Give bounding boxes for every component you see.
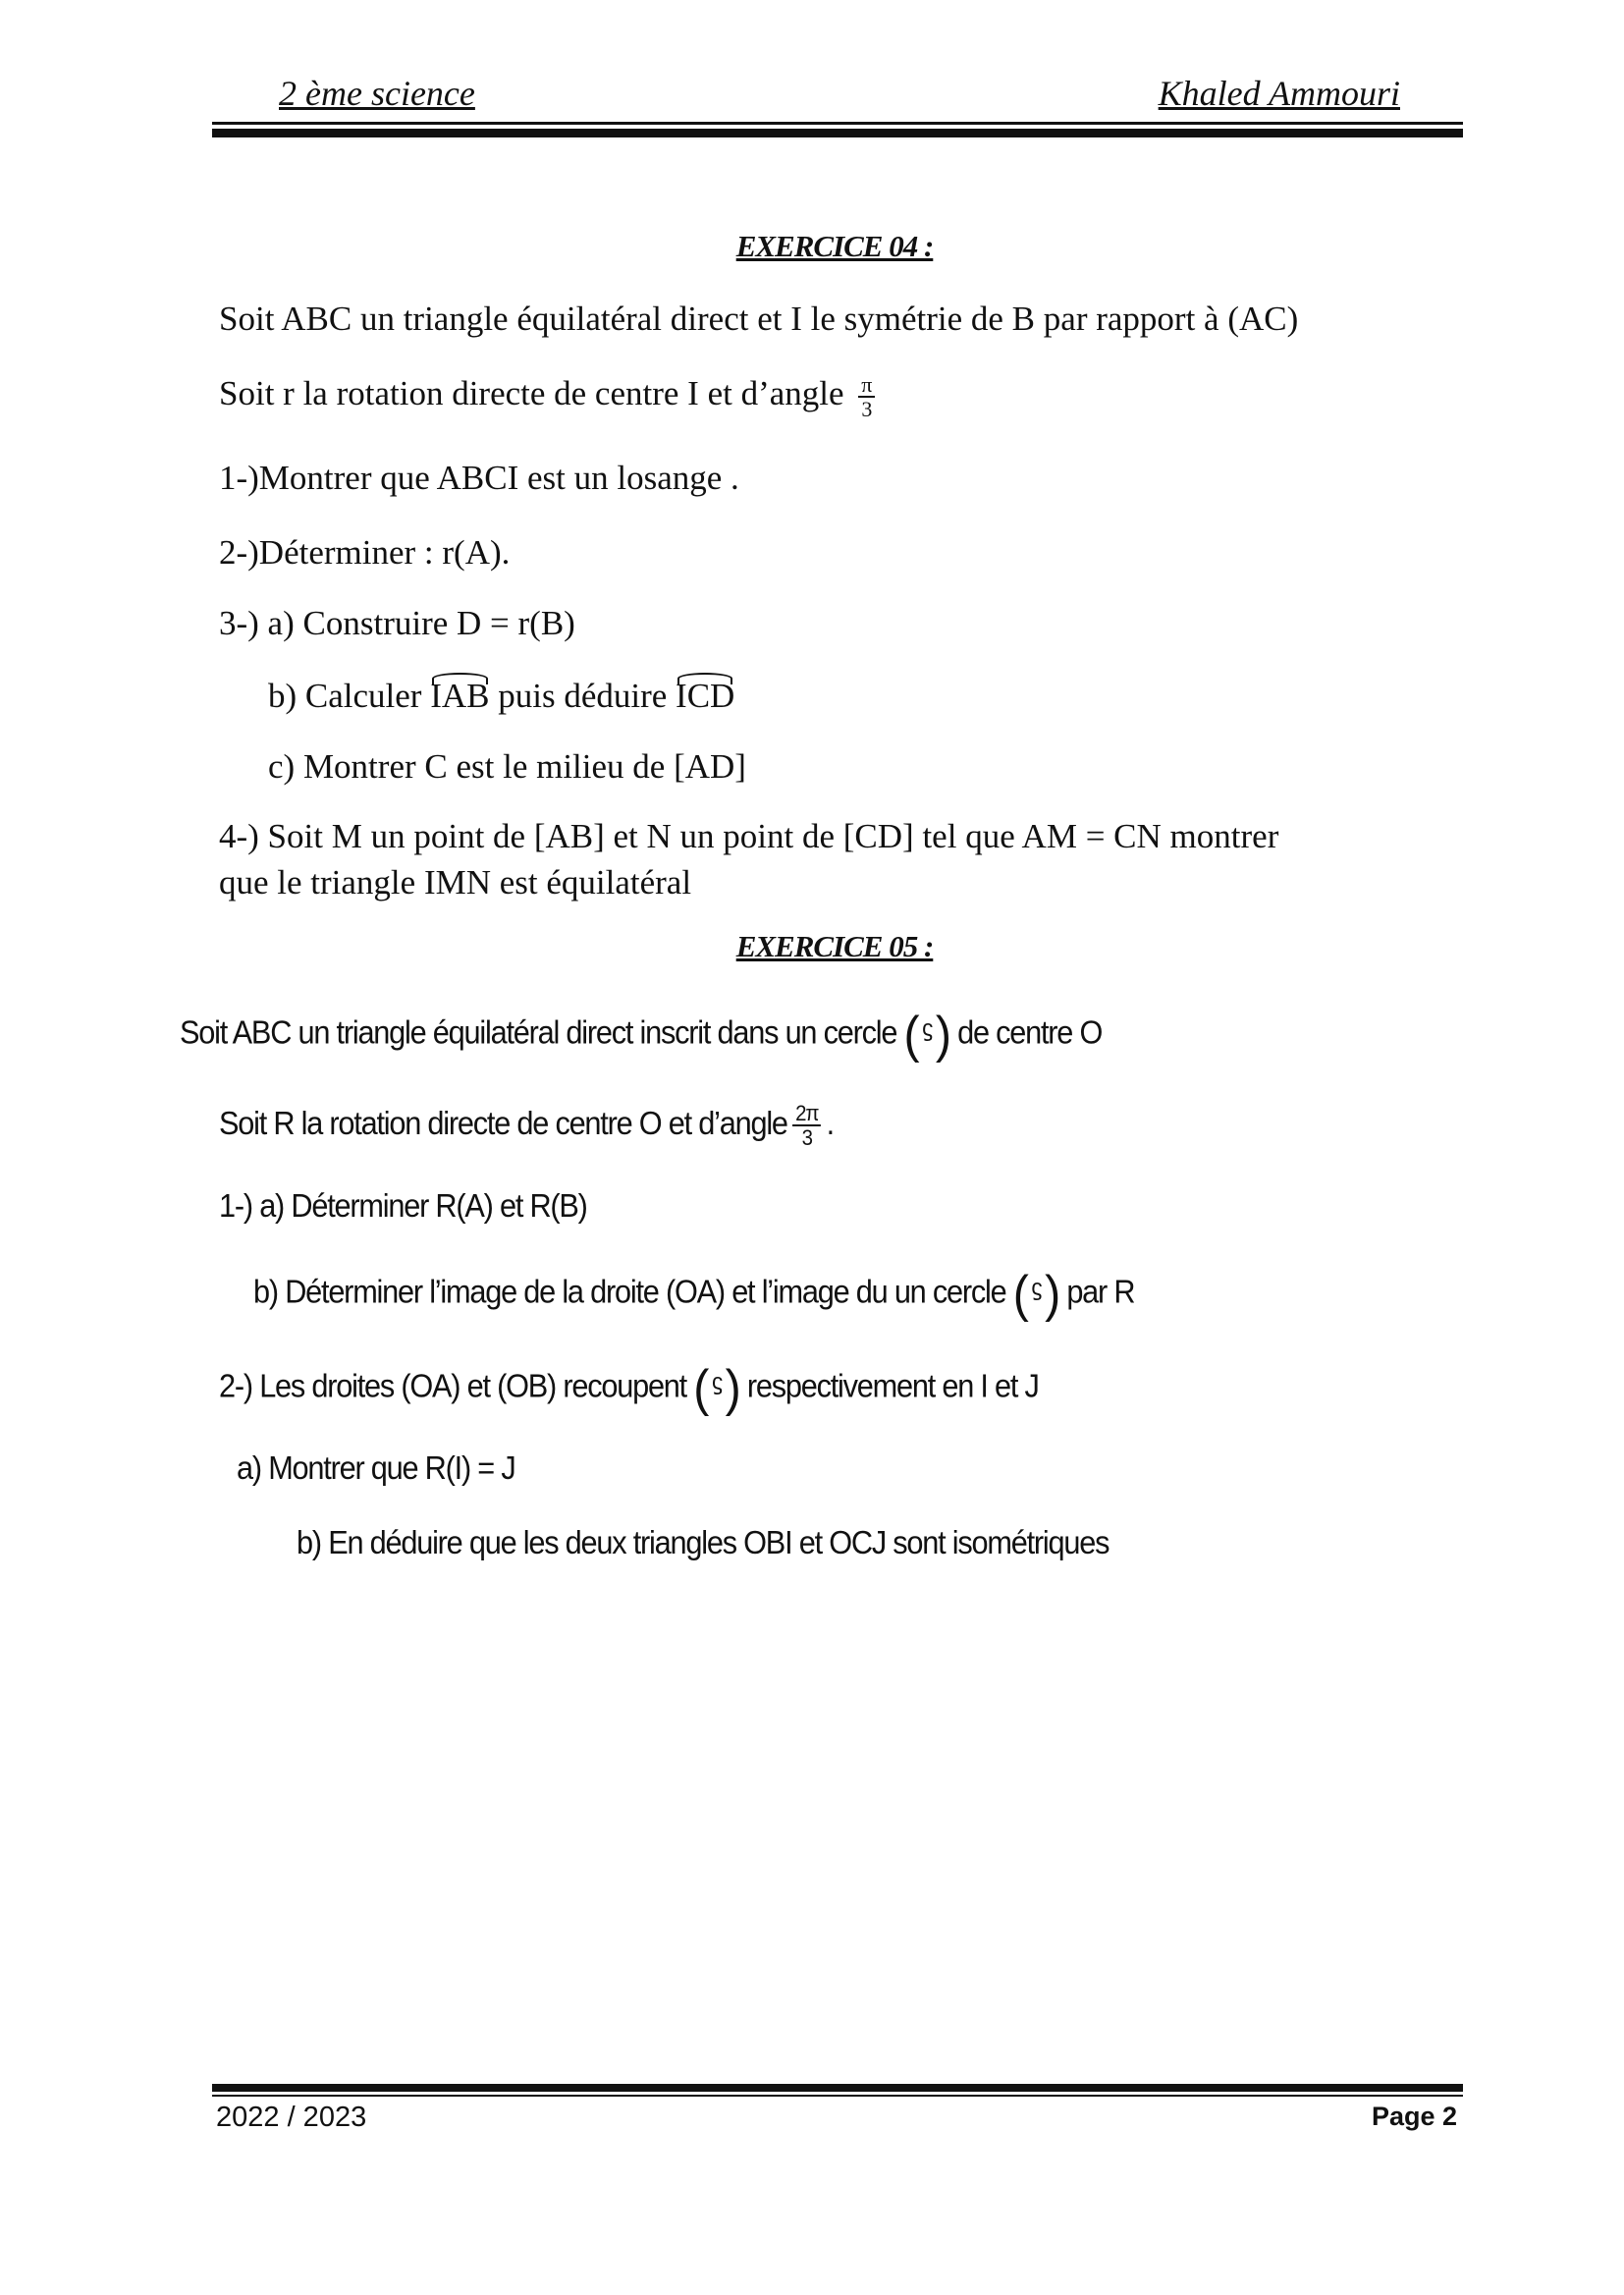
ex4-q4-line1: 4-) Soit M un point de [AB] et N un point de [CD] tel que AM = CN montrer [219,817,1279,855]
ex5-statement-2 [219,1102,834,1149]
angle-iab: IAB [430,677,490,715]
circle-symbol: ϛ [1031,1274,1042,1301]
ex4-q1: 1-)Montrer que ABCI est un losange . [219,459,739,497]
paren-open: ( [903,1007,919,1064]
ex4-q3c: c) Montrer C est le milieu de [AD] [268,747,746,786]
fraction-pi-3 [858,373,875,420]
ex4-q3b-text: puis déduire [489,677,677,715]
header-rule-thick [212,129,1463,137]
paren-close: ) [1045,1266,1060,1323]
fraction-num: 2π [792,1102,821,1126]
circle-symbol: ϛ [922,1014,933,1042]
ex5-q2a: a) Montrer que R(I) = J [237,1449,515,1486]
ex5-q1b-text: par R [1066,1273,1135,1310]
circle-symbol: ϛ [711,1368,722,1395]
ex4-q4-line2: que le triangle IMN est équilatéral [219,863,692,902]
page-number: Page 2 [1371,2102,1457,2131]
ex4-q3b-text: b) Calculer [268,677,431,715]
footer-year: 2022 / 2023 [216,2102,367,2133]
ex5-q1b [253,1266,1135,1323]
ex4-statement-2 [219,373,881,420]
ex5-q2-text: respectivement en I et J [746,1367,1039,1404]
ex5-q2b: b) En déduire que les deux triangles OBI et OCJ sont isométriques [297,1524,1110,1560]
header-class: 2 ème science [279,74,475,113]
ex4-statement-2-text: Soit r la rotation directe de centre I et d’angle [219,374,844,413]
paren-close: ) [935,1007,950,1064]
fraction-2pi-3 [792,1102,821,1149]
angle-icd: ICD [676,677,735,715]
ex5-q2-text: 2-) Les droites (OA) et (OB) recoupent [219,1367,686,1404]
period: . [826,1104,834,1141]
fraction-den: 3 [861,397,873,422]
ex4-statement-1: Soit ABC un triangle équilatéral direct et I le symétrie de B par rapport à (AC) [219,300,1299,338]
ex4-q3b [268,677,734,716]
ex5-statement-1-text: Soit ABC un triangle équilatéral direct inscrit dans un cercle [180,1013,897,1051]
paren-close: ) [725,1360,740,1417]
ex5-q2 [219,1360,1039,1417]
footer-rule-thin [212,2095,1463,2097]
fraction-den: 3 [801,1125,812,1151]
fraction-num: π [858,373,875,398]
exercise-5-title: EXERCICE 05 : [735,929,934,963]
ex5-statement-1 [180,1007,1103,1064]
ex4-q2: 2-)Déterminer : r(A). [219,533,511,572]
ex4-q3a: 3-) a) Construire D = r(B) [219,604,575,642]
paren-open: ( [1012,1266,1028,1323]
exercise-4-title: EXERCICE 04 : [735,229,934,263]
paren-open: ( [693,1360,709,1417]
ex5-statement-1-text: de centre O [957,1013,1103,1051]
ex5-q1a: 1-) a) Déterminer R(A) et R(B) [219,1187,587,1224]
header-author: Khaled Ammouri [1158,74,1400,113]
ex5-statement-2-text: Soit R la rotation directe de centre O et d’angle [219,1104,787,1141]
ex5-q1b-text: b) Déterminer l’image de la droite (OA) et l’image du un cercle [253,1273,1006,1310]
footer-rule-thick [212,2084,1463,2092]
header-rule-thin [212,122,1463,125]
